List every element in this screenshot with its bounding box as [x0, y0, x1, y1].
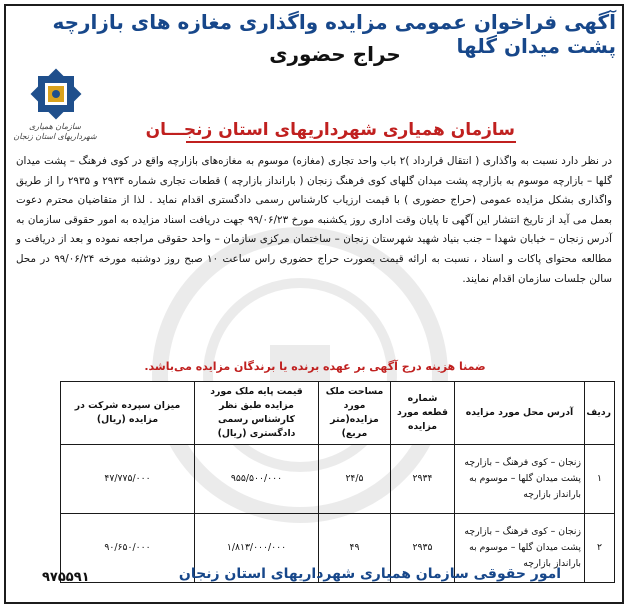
cost-note: ضمنا هزینه درج آگهی بر عهده برنده یا برندگان مزایده می‌باشد. [144, 360, 486, 373]
header-row-number: ردیف [585, 382, 615, 445]
logo-caption: سازمان همیاری شهرداریهای استان زنجان [13, 122, 97, 141]
page-subtitle: حراج حضوری [269, 42, 401, 66]
organization-underline [186, 141, 516, 143]
page-title: آگهی فراخوان عمومی مزایده واگذاری مغازه های بازارچه پشت میدان گلها [52, 10, 616, 58]
cell-address: زنجان – کوی فرهنگ – بازارچه پشت میدان گلها – موسوم به بارانداز بازارچه [455, 445, 585, 514]
announcement-body: در نظر دارد نسبت به واگذاری ( انتقال قرارداد )۲ باب واحد تجاری (مغازه) موسوم به مغازه‌های بازارچه واقع در کوی فرهنگ – پشت میدان گلها – بازارچه موسوم به بازارچه پشت میدان گلهای کوی فرهنگ زنجان ( بارانداز بازارچه ) قطعات تجاری شماره ۲۹۳۴ و ۲۹۳۵ را از طریق واگذاری بشکل مزایده عمومی (حراج حضوری ) با قیمت ارزیاب کارشناس رسمی دادگستری اقدام نماید . لذا از متقاضیان محترم دعوت بعمل می آید از تاریخ انتشار این آگهی تا پایان وقت اداری روز یکشنبه مورخ ۹۹/۰۶/۲۳ جهت دریافت اسناد مزایده به امور حقوقی سازمان به آدرس زنجان – خیابان شهدا – جنب بنیاد شهید شهرستان زنجان – ساختمان مرکزی سازمان – واحد حقوقی مراجعه نموده و بعد از دریافت و مطالعه محتوای پاکات و اسناد ، نسبت به ارائه قیمت بصورت حراج حضوری راس ساعت ۱۰ صبح روز دوشنبه مورخه ۹۹/۰۶/۲۴ در محل سالن جلسات سازمان اقدام نمایند. [16, 155, 613, 285]
auction-table [60, 381, 615, 583]
table-header-row [61, 382, 615, 445]
organization-name: سازمان همیاری شهرداریهای استان زنجـــان [145, 120, 515, 140]
cell-deposit: ۹۰/۶۵۰/۰۰۰ [61, 514, 195, 583]
ad-code: ۹۷۵۵۹۱ [42, 570, 90, 585]
cell-area: ۴۹ [319, 514, 391, 583]
cell-area: ۲۴/۵ [319, 445, 391, 514]
header-address: آدرس محل مورد مزایده [455, 382, 585, 445]
header-plot-number: شماره قطعه مورد مزایده [391, 382, 455, 445]
cell-plot-number: ۲۹۳۴ [391, 445, 455, 514]
cell-row-number: ۱ [585, 445, 615, 514]
cell-plot-number: ۲۹۳۵ [391, 514, 455, 583]
footer-signature: امور حقوقی سازمان همیاری شهرداریهای استان زنجان [178, 566, 562, 582]
header-deposit: میزان سپرده شرکت در مزایده (ریال) [61, 382, 195, 445]
table-row [61, 445, 615, 514]
cell-row-number: ۲ [585, 514, 615, 583]
cell-deposit: ۴۷/۷۷۵/۰۰۰ [61, 445, 195, 514]
header-base-price: قیمت پایه ملک مورد مزایده طبق نظر کارشناس رسمی دادگستری (ریال) [195, 382, 319, 445]
cell-base-price: ۹۵۵/۵۰۰/۰۰۰ [195, 445, 319, 514]
cell-base-price: ۱/۸۱۳/۰۰۰/۰۰۰ [195, 514, 319, 583]
header-area: مساحت ملک مورد مزایده(متر مربع) [319, 382, 391, 445]
cell-address: زنجان – کوی فرهنگ – بازارچه پشت میدان گلها – موسوم به بارانداز بازارچه [455, 514, 585, 583]
